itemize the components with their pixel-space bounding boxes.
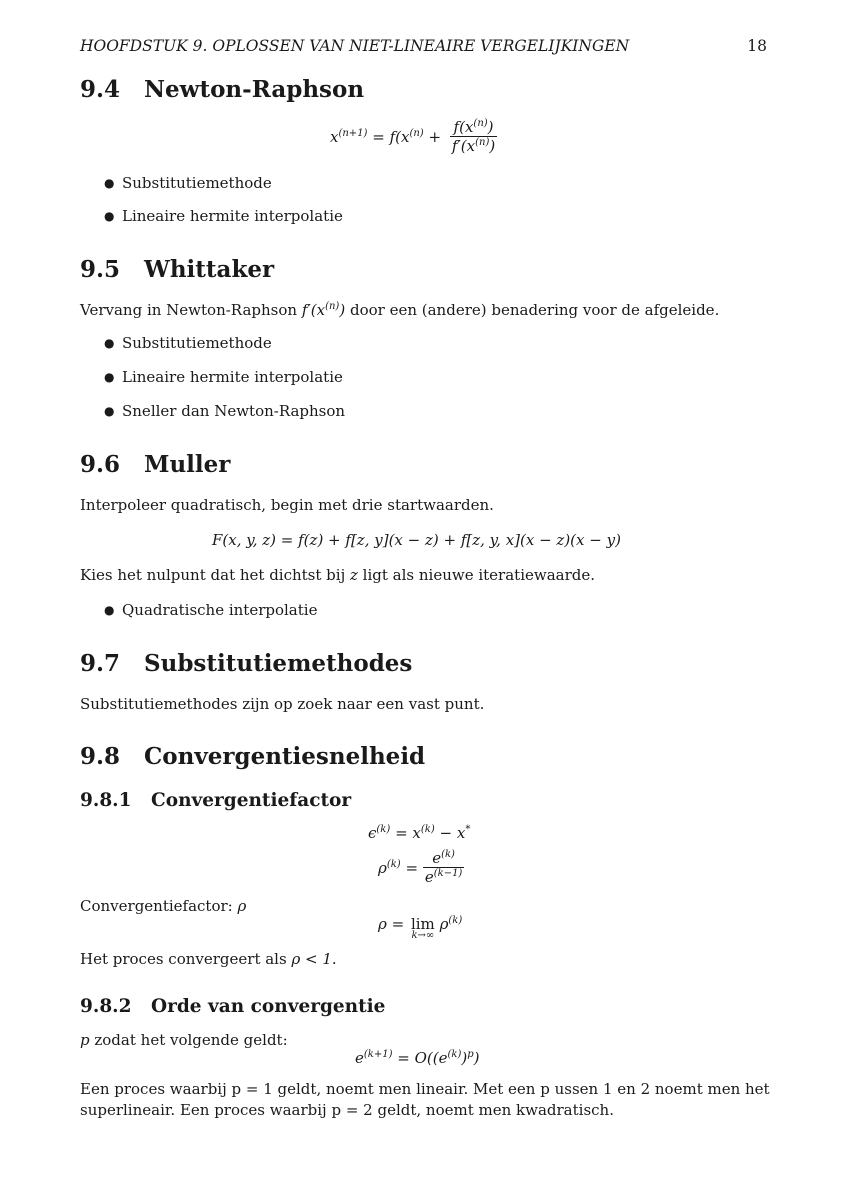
- section-heading-9-7: [80, 650, 412, 677]
- section-number: 9.4: [80, 76, 121, 103]
- paragraph: Substitutiemethodes zijn op zoek naar een vast punt.: [80, 695, 485, 713]
- section-number: 9.6: [80, 451, 121, 478]
- section-heading-9-8: [80, 743, 425, 770]
- paragraph: p zodat het volgende geldt:: [80, 1031, 288, 1049]
- rho-limit-formula: ρ = lim k→∞ $\rho^{(k)}$: [378, 915, 463, 941]
- subsection-heading-9-8-2: [80, 996, 385, 1017]
- page-number: 18: [747, 37, 767, 55]
- section-title: Newton-Raphson: [144, 76, 365, 103]
- list-item: ● Lineaire hermite interpolatie: [104, 207, 343, 225]
- section-title: Substitutiemethodes: [144, 650, 413, 677]
- subsection-title: Orde van convergentie: [151, 996, 386, 1017]
- list-item: ● Substitutiemethode: [104, 174, 272, 192]
- rho-k-formula: $\rho^{(k)}$ = $\frac{e^{(k)}}{e^{(k-1)}}$: [378, 849, 463, 886]
- subsection-number: 9.8.1: [80, 790, 132, 811]
- paragraph: Kies het nulpunt dat het dichtst bij z ligt als nieuwe iteratiewaarde.: [80, 566, 596, 584]
- paragraph: Convergentiefactor: ρ: [80, 897, 247, 915]
- section-title: Convergentiesnelheid: [144, 743, 426, 770]
- section-title: Whittaker: [144, 256, 275, 283]
- error-formula: $\epsilon^{(k)} = x^{(k)} - x^*$: [368, 824, 471, 842]
- muller-formula: F(x, y, z) = f(z) + f[z, y](x − z) + f[z, y, x](x − z)(x − y): [212, 531, 621, 549]
- section-number: 9.7: [80, 650, 121, 677]
- order-formula: $e^{(k+1)} = O((e^{(k)})^p)$: [355, 1049, 480, 1067]
- subsection-title: Convergentiefactor: [151, 790, 352, 811]
- list-item: ● Substitutiemethode: [104, 334, 272, 352]
- paragraph-line: superlineair. Een proces waarbij p = 2 geldt, noemt men kwadratisch.: [80, 1101, 614, 1119]
- section-number: 9.5: [80, 256, 121, 283]
- subsection-number: 9.8.2: [80, 996, 132, 1017]
- list-item: ● Quadratische interpolatie: [104, 601, 318, 619]
- list-item: ● Lineaire hermite interpolatie: [104, 368, 343, 386]
- section-heading-9-5: [80, 256, 274, 283]
- paragraph: Vervang in Newton-Raphson $f'(x^{(n)})$ door een (andere) benadering voor de afgeleide.: [80, 301, 720, 319]
- list-item: ● Sneller dan Newton-Raphson: [104, 402, 346, 420]
- paragraph: Interpoleer quadratisch, begin met drie startwaarden.: [80, 496, 494, 514]
- section-heading-9-4: [80, 76, 364, 103]
- paragraph-line: Een proces waarbij p = 1 geldt, noemt men lineair. Met een p ussen 1 en 2 noemt men het: [80, 1080, 770, 1098]
- running-title: HOOFDSTUK 9. OPLOSSEN VAN NIET-LINEAIRE VERGELIJKINGEN: [80, 37, 630, 55]
- subsection-heading-9-8-1: [80, 790, 351, 811]
- section-number: 9.8: [80, 743, 121, 770]
- paragraph: Het proces convergeert als ρ < 1.: [80, 950, 337, 968]
- section-title: Muller: [144, 451, 231, 478]
- section-heading-9-6: [80, 451, 230, 478]
- newton-raphson-formula: $x^{(n+1)} = f(x^{(n)}$ + $\frac{f(x^{(n)})}{f'(x^{(n)})}$: [330, 118, 496, 155]
- running-header: [80, 37, 770, 55]
